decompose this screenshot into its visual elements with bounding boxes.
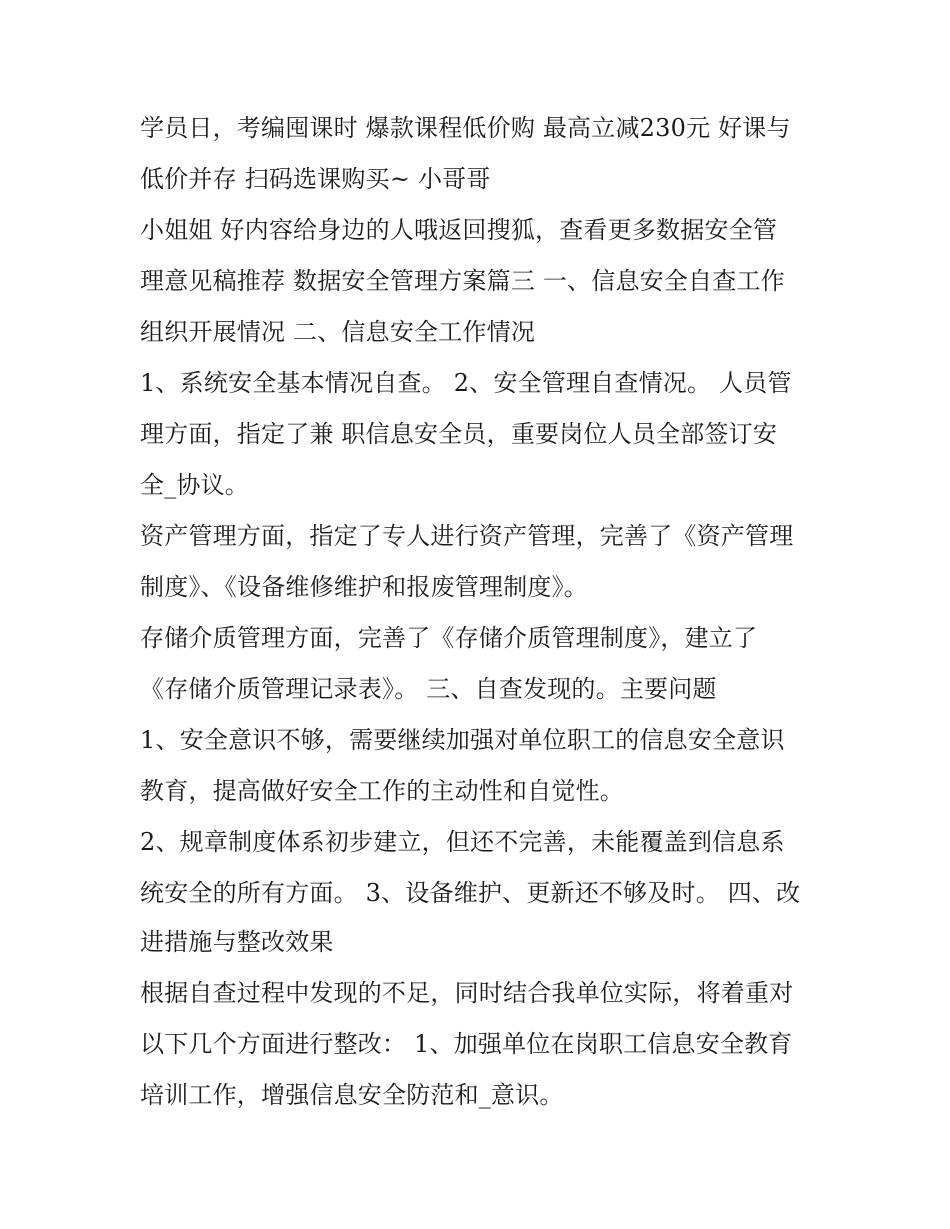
text-line-7: 理方面，指定了兼 职信息安全员，重要岗位人员全部签订安 [140, 420, 778, 448]
text-line-19: 以下几个方面进行整改： 1、加强单位在岗职工信息安全教育 [140, 1030, 793, 1058]
text-line-1: 学员日，考编囤课时 爆款课程低价购 最高立减230元 好课与 [140, 114, 791, 142]
text-line-16: 统安全的所有方面。 3、设备维护、更新还不够及时。 四、改 [140, 879, 801, 907]
text-line-17: 进措施与整改效果 [140, 928, 334, 956]
text-line-14: 教育，提高做好安全工作的主动性和自觉性。 [140, 777, 624, 805]
text-line-13: 1、安全意识不够，需要继续加强对单位职工的信息安全意识 [140, 726, 785, 754]
text-line-2: 低价并存 扫码选课购买~ 小哥哥 [140, 165, 491, 193]
text-line-11: 存储介质管理方面，完善了《存储介质管理制度》，建立了 [140, 624, 758, 652]
text-line-3: 小姐姐 好内容给身边的人哦返回搜狐，查看更多数据安全管 [140, 216, 778, 244]
text-line-20: 培训工作，增强信息安全防范和_意识。 [140, 1081, 564, 1109]
text-line-18: 根据自查过程中发现的不足，同时结合我单位实际，将着重对 [140, 979, 794, 1007]
text-line-8: 全_协议。 [140, 471, 249, 499]
text-line-4: 理意见稿推荐 数据安全管理方案篇三 一、信息安全自查工作 [140, 267, 785, 295]
text-line-5: 组织开展情况 二、信息安全工作情况 [140, 318, 536, 346]
text-line-9: 资产管理方面，指定了专人进行资产管理，完善了《资产管理 [140, 522, 794, 550]
text-line-12: 《存储介质管理记录表》。 三、自查发现的。主要问题 [140, 675, 717, 703]
text-line-10: 制度》、《设备维修维护和报废管理制度》。 [140, 573, 588, 601]
text-line-15: 2、规章制度体系初步建立，但还不完善，未能覆盖到信息系 [140, 828, 785, 856]
text-line-6: 1、系统安全基本情况自查。 2、安全管理自查情况。 人员管 [140, 369, 792, 397]
